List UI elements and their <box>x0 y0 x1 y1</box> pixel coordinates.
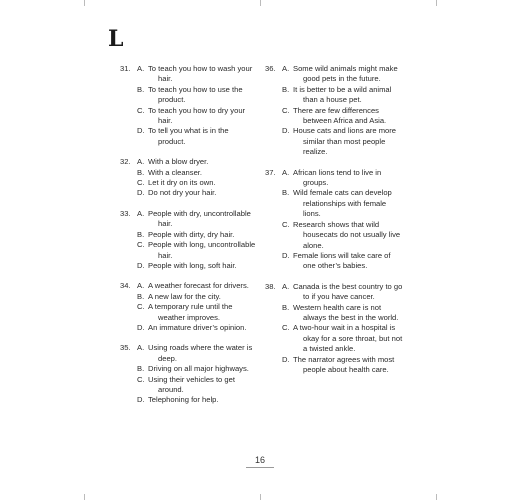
option-letter: C. <box>137 240 145 250</box>
question-number: 32. <box>120 157 131 167</box>
option-text: A two-hour wait in a hospital is okay for a sore throat, but not a twisted ankle. <box>293 323 403 354</box>
answer-option <box>120 168 258 178</box>
question-number: 34. <box>120 281 131 291</box>
option-letter: A. <box>137 157 145 167</box>
option-letter: D. <box>137 260 145 270</box>
option-letter: C. <box>137 374 145 384</box>
option-text: House cats and lions are more similar than most people realize. <box>293 126 396 157</box>
option-letter: A. <box>137 64 145 73</box>
question-number: 37. <box>265 167 276 177</box>
option-text: People with dirty, dry hair. <box>148 229 235 239</box>
answer-option <box>265 188 403 219</box>
answer-option <box>120 292 258 302</box>
crop-mark-top-right <box>436 0 437 6</box>
option-letter: C. <box>137 302 145 312</box>
option-text: A temporary rule until the weather improves. <box>148 302 233 322</box>
answer-option <box>120 188 258 198</box>
option-text: Driving on all major highways. <box>148 364 249 374</box>
section-letter: L <box>108 26 124 52</box>
option-text: African lions tend to live in groups. <box>293 167 382 188</box>
answer-option <box>120 281 258 291</box>
option-text: An immature driver’s opinion. <box>148 322 247 332</box>
question-number: 31. <box>120 64 131 73</box>
option-letter: C. <box>282 323 290 333</box>
option-letter: C. <box>137 178 145 188</box>
option-letter: C. <box>282 219 290 229</box>
option-letter: A. <box>282 281 290 291</box>
option-text: There are few differences between Africa and Asia. <box>293 105 387 126</box>
option-text: Western health care is not always the best in the world. <box>293 302 399 322</box>
crop-mark-bottom-right <box>436 494 437 500</box>
option-text: Female lions will take care of one other’s babies. <box>293 250 391 271</box>
option-text: People with long, uncontrollable hair. <box>148 240 256 260</box>
question-number: 33. <box>120 208 131 218</box>
crop-mark-top-center <box>260 0 261 6</box>
answer-option <box>265 168 403 189</box>
answer-option <box>120 395 258 405</box>
right-question-column <box>265 64 403 385</box>
answer-option <box>120 261 258 271</box>
option-text: Telephoning for help. <box>148 395 219 405</box>
option-letter: B. <box>137 84 145 94</box>
option-letter: A. <box>137 208 145 218</box>
question-number: 36. <box>265 64 276 73</box>
answer-option <box>120 302 258 323</box>
question-number: 38. <box>265 281 276 291</box>
option-text: To tell you what is in the product. <box>148 126 229 146</box>
question-item <box>120 157 258 199</box>
answer-option <box>120 178 258 188</box>
question-number: 35. <box>120 343 131 353</box>
answer-option <box>265 126 403 157</box>
option-letter: D. <box>137 126 145 136</box>
option-letter: D. <box>282 250 290 260</box>
crop-mark-top-left <box>84 0 85 6</box>
crop-mark-bottom-center <box>260 494 261 500</box>
option-letter: B. <box>282 84 290 94</box>
answer-option <box>120 240 258 261</box>
option-letter: A. <box>282 64 290 73</box>
left-question-column <box>120 64 258 416</box>
page-number-underline <box>246 467 274 468</box>
answer-option <box>265 282 403 303</box>
option-letter: B. <box>282 188 290 198</box>
answer-option <box>120 343 258 364</box>
answer-option <box>265 64 403 85</box>
question-item <box>120 64 258 147</box>
answer-option <box>120 375 258 396</box>
answer-option <box>265 106 403 127</box>
option-letter: A. <box>137 281 145 291</box>
option-text: Canada is the best country to go to if you have cancer. <box>293 281 403 302</box>
option-text: It is better to be a wild animal than a house pet. <box>293 84 392 105</box>
option-letter: D. <box>137 395 145 405</box>
option-text: Using roads where the water is deep. <box>148 343 253 363</box>
option-text: Wild female cats can develop relationships with female lions. <box>293 188 392 219</box>
answer-option <box>265 251 403 272</box>
option-text: The narrator agrees with most people about health care. <box>293 354 395 374</box>
answer-option <box>120 85 258 106</box>
option-text: Let it dry on its own. <box>148 178 216 188</box>
option-letter: C. <box>137 105 145 115</box>
option-text: People with long, soft hair. <box>148 260 237 270</box>
option-text: A new law for the city. <box>148 291 221 301</box>
answer-option <box>265 85 403 106</box>
option-letter: B. <box>282 302 290 312</box>
answer-option <box>120 157 258 167</box>
question-item <box>265 282 403 376</box>
option-text: To teach you how to use the product. <box>148 84 243 105</box>
option-letter: B. <box>137 167 145 177</box>
option-letter: D. <box>282 354 290 364</box>
answer-option <box>120 64 258 85</box>
option-letter: A. <box>137 343 145 353</box>
option-text: People with dry, uncontrollable hair. <box>148 208 251 229</box>
answer-option <box>265 220 403 251</box>
option-letter: B. <box>137 291 145 301</box>
option-text: To teach you how to dry your hair. <box>148 105 246 126</box>
answer-option <box>120 323 258 333</box>
question-item <box>265 64 403 158</box>
option-letter: C. <box>282 105 290 115</box>
answer-option <box>120 126 258 147</box>
question-item <box>265 168 403 272</box>
crop-mark-bottom-left <box>84 494 85 500</box>
option-letter: D. <box>137 322 145 332</box>
answer-option <box>265 355 403 376</box>
option-text: With a cleanser. <box>148 167 203 177</box>
option-text: Some wild animals might make good pets in the future. <box>293 64 398 84</box>
option-letter: D. <box>137 188 145 198</box>
option-text: With a blow dryer. <box>148 157 209 167</box>
option-text: Research shows that wild housecats do not usually live alone. <box>293 219 401 250</box>
option-letter: B. <box>137 364 145 374</box>
option-text: A weather forecast for drivers. <box>148 281 249 291</box>
question-item <box>120 281 258 333</box>
question-item <box>120 343 258 405</box>
answer-option <box>120 209 258 230</box>
option-letter: D. <box>282 126 290 136</box>
option-letter: B. <box>137 229 145 239</box>
answer-option <box>120 106 258 127</box>
page-number: 16 <box>254 455 265 465</box>
answer-option <box>120 230 258 240</box>
answer-option <box>265 323 403 354</box>
answer-option <box>265 303 403 324</box>
option-text: Using their vehicles to get around. <box>148 374 235 394</box>
option-text: To teach you how to wash your hair. <box>148 64 253 84</box>
option-text: Do not dry your hair. <box>148 188 217 198</box>
option-letter: A. <box>282 167 290 177</box>
answer-option <box>120 364 258 374</box>
question-item <box>120 209 258 271</box>
